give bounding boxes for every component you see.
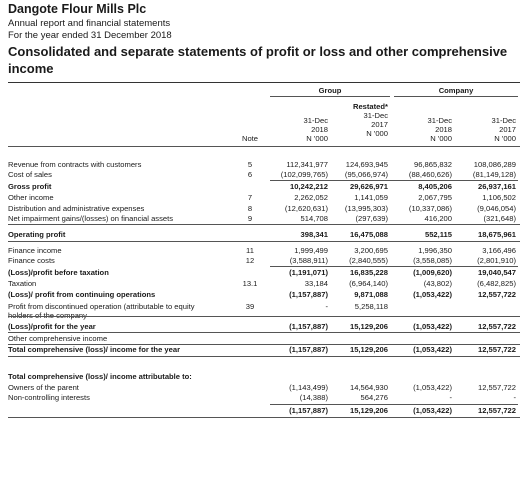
header-bottom-rule bbox=[8, 146, 520, 147]
row-value: (2,801,910) bbox=[477, 256, 516, 265]
row-value: 564,276 bbox=[360, 393, 388, 402]
company-name: Dangote Flour Mills Plc bbox=[8, 2, 147, 16]
row-label: Finance costs bbox=[8, 256, 55, 265]
row-value: 12,557,722 bbox=[477, 290, 516, 299]
row-value: (12,620,631) bbox=[284, 204, 328, 213]
row-value: 15,129,206 bbox=[349, 406, 388, 415]
row-value: 12,557,722 bbox=[477, 322, 516, 331]
row-value: 108,086,289 bbox=[473, 160, 516, 169]
row-value: (1,191,071) bbox=[289, 268, 328, 277]
note-header: Note bbox=[241, 134, 259, 143]
row-value: 29,626,971 bbox=[349, 182, 388, 191]
row-value: (13,995,303) bbox=[344, 204, 388, 213]
header-top-rule bbox=[8, 82, 520, 83]
row-label: Total comprehensive (loss)/ income attributable to: bbox=[8, 372, 192, 381]
subtotal-rule bbox=[270, 404, 518, 405]
col1-unit: N '000 bbox=[306, 134, 328, 143]
row-note: 11 bbox=[246, 246, 254, 255]
row-value: (1,143,499) bbox=[289, 383, 328, 392]
company-underline bbox=[394, 96, 518, 97]
row-note: 39 bbox=[245, 302, 255, 311]
col2-year: 2017 bbox=[371, 120, 388, 129]
operating-top-rule bbox=[8, 224, 520, 225]
row-label: Cost of sales bbox=[8, 170, 52, 179]
row-label: Gross profit bbox=[8, 182, 52, 191]
row-label: Non-controlling interests bbox=[8, 393, 90, 402]
row-value: - bbox=[325, 302, 328, 311]
group-header: Group bbox=[318, 86, 342, 95]
row-value: 14,564,930 bbox=[349, 383, 388, 392]
section-rule bbox=[8, 344, 520, 345]
row-value: 3,166,496 bbox=[482, 246, 516, 255]
row-value: (6,964,140) bbox=[349, 279, 388, 288]
row-value: 15,129,206 bbox=[349, 345, 388, 354]
row-value: - bbox=[513, 393, 516, 402]
row-value: (3,558,085) bbox=[413, 256, 452, 265]
row-note: 12 bbox=[245, 256, 255, 265]
row-value: (43,802) bbox=[423, 279, 452, 288]
row-value: (1,053,422) bbox=[413, 290, 452, 299]
row-value: 15,129,206 bbox=[349, 322, 388, 331]
section-rule bbox=[8, 316, 520, 317]
row-label: (Loss)/profit before taxation bbox=[8, 268, 109, 277]
row-value: 16,835,228 bbox=[349, 268, 388, 277]
row-value: 33,184 bbox=[304, 279, 328, 288]
row-note: 8 bbox=[247, 204, 253, 213]
row-value: 12,557,722 bbox=[477, 406, 516, 415]
row-value: (9,046,054) bbox=[477, 204, 516, 213]
row-value: (1,053,422) bbox=[413, 345, 452, 354]
row-label: Owners of the parent bbox=[8, 383, 79, 392]
subtotal-rule bbox=[270, 266, 518, 267]
row-label: Total comprehensive (loss)/ income for the year bbox=[8, 345, 181, 354]
row-value: (88,460,626) bbox=[408, 170, 452, 179]
row-value: 2,067,795 bbox=[418, 193, 452, 202]
row-note: 6 bbox=[247, 170, 253, 179]
row-value: (2,840,555) bbox=[349, 256, 388, 265]
row-value: (81,149,128) bbox=[472, 170, 516, 179]
row-note: 9 bbox=[247, 214, 253, 223]
row-value: (1,157,887) bbox=[289, 345, 328, 354]
statement-title-cont: income bbox=[8, 61, 54, 76]
operating-bottom-rule bbox=[8, 241, 520, 242]
row-value: 16,475,088 bbox=[349, 230, 388, 239]
row-value: 552,115 bbox=[424, 230, 452, 239]
row-label: Operating profit bbox=[8, 230, 66, 239]
row-note: 7 bbox=[247, 193, 253, 202]
restated-label: Restated* bbox=[352, 102, 388, 111]
row-label: (Loss)/ profit from continuing operations bbox=[8, 290, 156, 299]
row-value: 8,405,206 bbox=[418, 182, 452, 191]
row-value: 1,106,502 bbox=[482, 193, 516, 202]
row-value: 26,937,161 bbox=[477, 182, 516, 191]
row-value: 1,999,499 bbox=[294, 246, 328, 255]
statement-title: Consolidated and separate statements of profit or loss and other comprehensive bbox=[8, 44, 508, 59]
row-label: Other income bbox=[8, 193, 54, 202]
row-value: (321,648) bbox=[483, 214, 516, 223]
subtotal-rule bbox=[270, 180, 518, 181]
row-label: Distribution and administrative expenses bbox=[8, 204, 145, 213]
row-label: Taxation bbox=[8, 279, 37, 288]
col1-year: 2018 bbox=[311, 125, 328, 134]
row-value: 9,871,088 bbox=[354, 290, 388, 299]
row-value: 1,141,059 bbox=[354, 193, 388, 202]
row-value: 12,557,722 bbox=[477, 383, 516, 392]
col3-date: 31-Dec bbox=[427, 116, 452, 125]
company-header: Company bbox=[438, 86, 474, 95]
row-value: (1,157,887) bbox=[289, 406, 328, 415]
row-label: Revenue from contracts with customers bbox=[8, 160, 142, 169]
row-value: 398,341 bbox=[300, 230, 328, 239]
col2-date: 31-Dec bbox=[363, 111, 388, 120]
report-period: For the year ended 31 December 2018 bbox=[8, 30, 172, 41]
col1-date: 31-Dec bbox=[303, 116, 328, 125]
row-value: 112,341,977 bbox=[286, 160, 328, 169]
row-value: 2,262,052 bbox=[294, 193, 328, 202]
row-value: 1,996,350 bbox=[418, 246, 452, 255]
row-value: 10,242,212 bbox=[289, 182, 328, 191]
row-label: Other comprehensive income bbox=[8, 334, 108, 343]
row-value: 514,708 bbox=[300, 214, 328, 223]
col2-unit: N '000 bbox=[366, 129, 388, 138]
row-value: (1,157,887) bbox=[289, 322, 328, 331]
section-rule bbox=[8, 332, 520, 333]
total-rule bbox=[8, 356, 520, 357]
col3-year: 2018 bbox=[435, 125, 452, 134]
row-value: (6,482,825) bbox=[477, 279, 516, 288]
row-value: (1,053,422) bbox=[413, 383, 452, 392]
row-value: (102,099,765) bbox=[280, 170, 328, 179]
col4-date: 31-Dec bbox=[491, 116, 516, 125]
report-subtitle: Annual report and financial statements bbox=[8, 18, 171, 29]
row-value: (95,066,974) bbox=[344, 170, 388, 179]
row-label: Profit from discontinued operation (attributable to equity bbox=[8, 302, 195, 311]
row-value: (10,337,086) bbox=[408, 204, 452, 213]
col3-unit: N '000 bbox=[430, 134, 452, 143]
col4-unit: N '000 bbox=[494, 134, 516, 143]
row-value: 19,040,547 bbox=[477, 268, 516, 277]
row-label: (Loss)/profit for the year bbox=[8, 322, 96, 331]
row-note: 13.1 bbox=[242, 279, 258, 288]
row-value: 96,865,832 bbox=[413, 160, 452, 169]
row-label: Net impairment gains/(losses) on financial assets bbox=[8, 214, 174, 223]
row-value: (1,053,422) bbox=[413, 406, 452, 415]
row-value: (1,053,422) bbox=[413, 322, 452, 331]
row-label-cont: holders of the company bbox=[8, 311, 87, 320]
row-value: (297,639) bbox=[355, 214, 388, 223]
col4-year: 2017 bbox=[499, 125, 516, 134]
row-value: 5,258,118 bbox=[354, 302, 388, 311]
row-value: (3,588,911) bbox=[289, 256, 328, 265]
final-rule bbox=[8, 417, 520, 418]
row-value: 124,693,945 bbox=[345, 160, 388, 169]
row-value: 18,675,961 bbox=[477, 230, 516, 239]
row-value: - bbox=[449, 393, 452, 402]
row-value: (1,157,887) bbox=[289, 290, 328, 299]
row-value: (1,009,620) bbox=[413, 268, 452, 277]
row-value: (14,388) bbox=[299, 393, 328, 402]
row-note: 5 bbox=[247, 160, 253, 169]
row-value: 416,200 bbox=[424, 214, 452, 223]
row-label: Finance income bbox=[8, 246, 62, 255]
row-value: 3,200,695 bbox=[354, 246, 388, 255]
group-underline bbox=[270, 96, 390, 97]
row-value: 12,557,722 bbox=[477, 345, 516, 354]
